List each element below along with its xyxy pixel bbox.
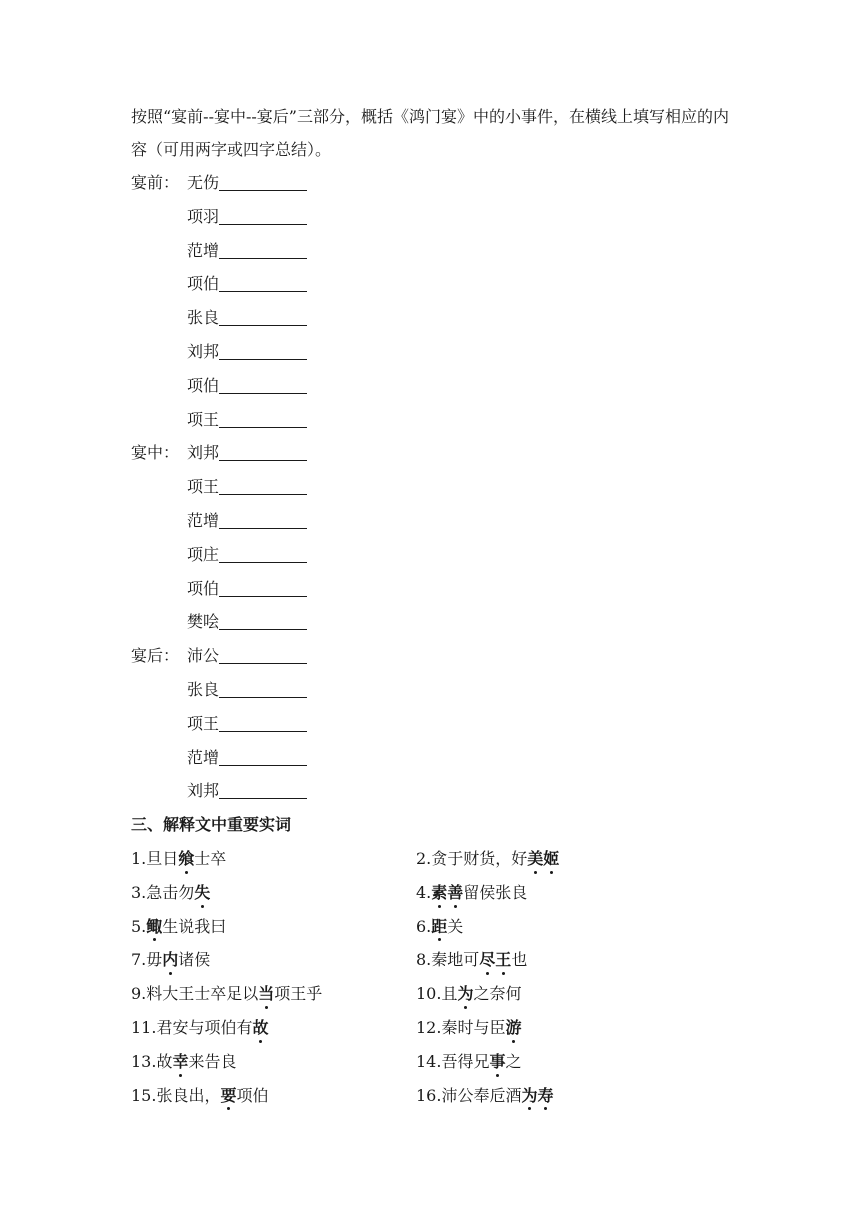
emphasis-char: 当 <box>258 977 274 1011</box>
section-label: 宴前： <box>131 173 180 192</box>
event-subject: 樊哙 <box>187 612 220 632</box>
answer-blank[interactable] <box>219 472 307 495</box>
vocab-text: 8.秦地可 <box>416 950 480 970</box>
section-label: 宴后： <box>131 646 180 666</box>
event-row <box>131 436 307 470</box>
emphasis-char: 王 <box>495 943 511 977</box>
answer-blank[interactable] <box>219 506 307 529</box>
event-subject: 项庄 <box>187 544 220 564</box>
vocab-keyword <box>258 984 274 1003</box>
answer-blank[interactable] <box>219 405 307 428</box>
vocab-keyword <box>194 883 210 902</box>
vocab-text: 1.旦日 <box>131 849 179 868</box>
emphasis-char: 距 <box>431 910 447 944</box>
answer-blank[interactable] <box>219 709 307 732</box>
vocab-item <box>416 1011 521 1045</box>
vocab-row <box>131 842 731 876</box>
vocab-keyword <box>479 950 511 969</box>
vocab-item <box>416 977 521 1011</box>
emphasis-char: 为 <box>521 1079 537 1113</box>
vocab-text: 士卒 <box>194 849 227 868</box>
emphasis-char: 为 <box>457 977 473 1011</box>
event-subject: 刘邦 <box>187 341 220 361</box>
vocab-text: 15.张良出， <box>131 1085 221 1105</box>
vocab-text: 10.且 <box>416 984 458 1004</box>
event-list <box>131 166 307 808</box>
vocab-text: 来告良 <box>188 1051 237 1071</box>
vocab-text: 也 <box>511 950 528 970</box>
event-subject: 项王 <box>187 477 220 497</box>
answer-blank[interactable] <box>219 371 307 394</box>
event-row <box>131 267 307 301</box>
vocab-text: 12.秦时与臣 <box>416 1017 506 1037</box>
vocab-row <box>131 1045 731 1079</box>
vocab-row <box>131 977 731 1011</box>
emphasis-char: 姬 <box>543 842 559 876</box>
vocab-keyword <box>431 917 447 936</box>
answer-blank[interactable] <box>219 574 307 597</box>
emphasis-char: 鲰 <box>146 910 162 944</box>
vocab-text: 之 <box>505 1051 522 1071</box>
intro-paragraph: 按照“宴前--宴中--宴后”三部分，概括《鸿门宴》中的小事件，在横线上填写相应的内容（可用两字或四字总结）。 <box>131 107 729 159</box>
vocab-keyword <box>252 1018 268 1037</box>
answer-blank[interactable] <box>219 303 307 326</box>
section-label: 宴中： <box>131 443 180 463</box>
emphasis-char: 幸 <box>172 1045 188 1079</box>
answer-blank[interactable] <box>219 743 307 766</box>
emphasis-char: 尽 <box>479 943 495 977</box>
vocab-text: 13.故 <box>131 1051 173 1071</box>
vocab-text: 11.君安与项伯有 <box>131 1017 253 1037</box>
vocab-row <box>131 876 731 910</box>
emphasis-char: 事 <box>489 1045 505 1079</box>
vocab-item <box>416 943 527 977</box>
event-subject: 刘邦 <box>187 781 220 801</box>
vocab-text: 7.毋 <box>131 950 163 970</box>
event-subject: 张良 <box>187 679 220 699</box>
vocab-text: 14.吾得兄 <box>416 1051 490 1071</box>
event-row <box>131 538 307 572</box>
vocab-keyword <box>172 1052 188 1071</box>
vocab-text: 诸侯 <box>178 950 211 970</box>
emphasis-char: 失 <box>194 876 210 910</box>
vocab-keyword <box>457 984 473 1003</box>
answer-blank[interactable] <box>219 269 307 292</box>
answer-blank[interactable] <box>219 438 307 461</box>
vocab-text: 留侯张良 <box>463 882 528 902</box>
answer-blank[interactable] <box>219 236 307 259</box>
answer-blank[interactable] <box>219 540 307 563</box>
event-row <box>131 335 307 369</box>
vocab-item <box>131 977 322 1011</box>
vocab-text: 项王乎 <box>274 984 323 1004</box>
event-subject: 项王 <box>187 409 220 429</box>
vocab-text: 9.料大王士卒足以 <box>131 984 259 1004</box>
answer-blank[interactable] <box>219 337 307 360</box>
emphasis-char: 善 <box>447 876 463 910</box>
vocab-item <box>131 842 226 876</box>
answer-blank[interactable] <box>219 675 307 698</box>
vocab-row <box>131 910 731 944</box>
emphasis-char: 寿 <box>537 1079 553 1113</box>
answer-blank[interactable] <box>219 776 307 799</box>
section-heading: 三、解释文中重要实词 <box>131 815 292 834</box>
vocab-item <box>416 1079 553 1113</box>
vocab-item <box>131 1045 236 1079</box>
vocab-item <box>416 876 527 910</box>
event-row <box>131 234 307 268</box>
event-subject: 无伤 <box>187 173 220 192</box>
vocab-text: 生说我曰 <box>162 916 227 936</box>
vocab-keyword <box>505 1018 521 1037</box>
event-row <box>131 639 307 673</box>
event-subject: 范增 <box>187 747 220 767</box>
vocab-text: 3.急击勿 <box>131 882 195 902</box>
vocab-text: 6. <box>416 916 432 936</box>
vocab-keyword <box>521 1086 553 1105</box>
emphasis-char: 飨 <box>178 842 194 876</box>
vocab-row <box>131 1011 731 1045</box>
vocab-text: 2.贪于财货，好 <box>416 849 528 868</box>
emphasis-char: 素 <box>431 876 447 910</box>
vocab-keyword <box>162 950 178 969</box>
vocab-list <box>131 842 731 1112</box>
emphasis-char: 游 <box>505 1011 521 1045</box>
event-row <box>131 301 307 335</box>
vocab-text: 之奈何 <box>473 984 522 1004</box>
emphasis-char: 内 <box>162 943 178 977</box>
vocab-keyword <box>489 1052 505 1071</box>
vocab-item <box>416 910 463 944</box>
answer-blank[interactable] <box>219 607 307 630</box>
vocab-keyword <box>178 849 194 868</box>
emphasis-char: 故 <box>252 1011 268 1045</box>
event-row <box>131 470 307 504</box>
answer-blank[interactable] <box>219 641 307 664</box>
event-subject: 项伯 <box>187 274 220 294</box>
vocab-keyword <box>220 1086 236 1105</box>
vocab-item <box>416 1045 521 1079</box>
event-row <box>131 403 307 437</box>
vocab-item <box>131 876 210 910</box>
vocab-row <box>131 1079 731 1113</box>
event-subject: 项羽 <box>187 206 220 226</box>
vocab-text: 4. <box>416 882 432 902</box>
event-subject: 刘邦 <box>187 443 220 463</box>
emphasis-char: 要 <box>220 1079 236 1113</box>
vocab-item <box>131 1011 268 1045</box>
vocab-text: 关 <box>447 916 464 936</box>
vocab-text: 项伯 <box>236 1085 269 1105</box>
event-row <box>131 741 307 775</box>
answer-blank[interactable] <box>219 202 307 225</box>
event-row <box>131 774 307 808</box>
vocab-item <box>416 842 559 876</box>
answer-blank[interactable] <box>219 168 307 191</box>
vocab-text: 16.沛公奉卮酒 <box>416 1085 522 1105</box>
vocab-keyword <box>431 883 463 902</box>
vocab-item <box>131 943 210 977</box>
event-subject: 张良 <box>187 308 220 328</box>
event-subject: 沛公 <box>187 646 220 666</box>
event-row <box>131 605 307 639</box>
vocab-item <box>131 1079 268 1113</box>
event-row <box>131 707 307 741</box>
emphasis-char: 美 <box>527 842 543 876</box>
vocab-keyword <box>527 849 559 868</box>
event-row <box>131 166 307 200</box>
event-subject: 项王 <box>187 713 220 733</box>
event-row <box>131 673 307 707</box>
vocab-keyword <box>146 917 162 936</box>
vocab-item <box>131 910 226 944</box>
event-subject: 项伯 <box>187 578 220 598</box>
event-row <box>131 572 307 606</box>
vocab-text: 5. <box>131 916 147 936</box>
event-row <box>131 369 307 403</box>
event-row <box>131 504 307 538</box>
event-row <box>131 200 307 234</box>
event-subject: 范增 <box>187 510 220 530</box>
event-subject: 范增 <box>187 240 220 260</box>
vocab-row <box>131 943 731 977</box>
event-subject: 项伯 <box>187 375 220 395</box>
